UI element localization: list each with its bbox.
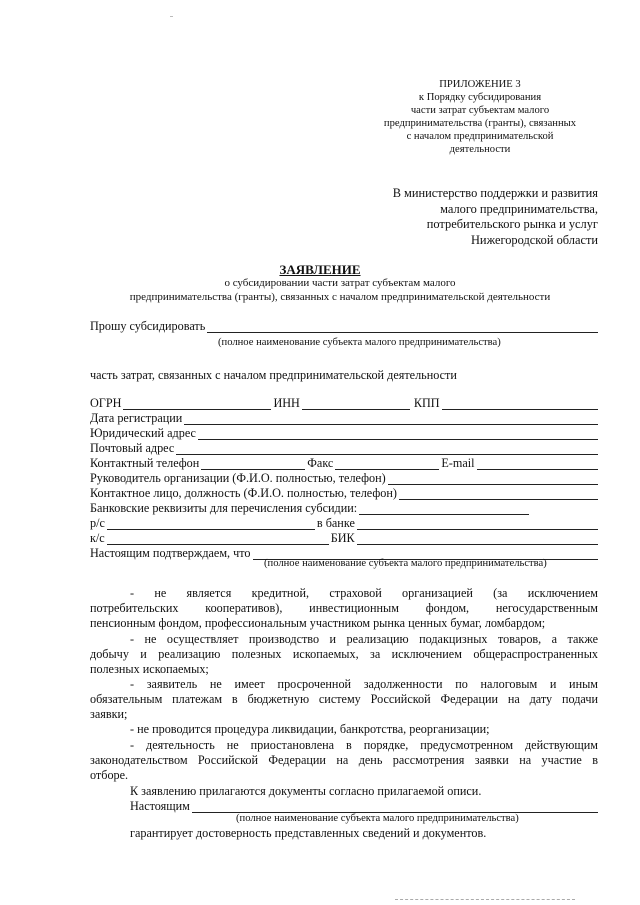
annex-line: деятельности (449, 144, 511, 155)
clause-line: заявки; (90, 707, 128, 722)
guarantee-row (130, 799, 600, 813)
email-field[interactable] (477, 458, 598, 470)
addressee-line: Нижегородской области (470, 232, 598, 247)
phone-row (90, 456, 600, 470)
clause-line: отборе. (90, 768, 129, 783)
reg-date-row (90, 411, 600, 425)
fax-field[interactable] (335, 458, 439, 470)
contact-row (90, 486, 600, 500)
legal-address-row (90, 426, 600, 440)
request-hint: (полное наименование субъекта малого предпринимательства) (218, 337, 501, 348)
clause-line: потребительских кооперативов), инвестиционным фондом, негосударственным (90, 601, 598, 616)
bank-details-field[interactable] (359, 503, 529, 515)
guarantee-name-field[interactable] (192, 801, 598, 813)
legal-address-label: Юридический адрес (90, 426, 196, 440)
head-field[interactable] (388, 473, 598, 485)
subtitle-line: предпринимательства (гранты), связанных с началом предпринимательской деятельности (129, 290, 551, 303)
scan-mark (170, 16, 173, 17)
clause-line: добычу и реализацию полезных ископаемых, за исключением общераспространенных (90, 647, 598, 662)
annex-line: ПРИЛОЖЕНИЕ 3 (439, 79, 521, 90)
ogrn-row (90, 396, 600, 410)
request-tail: часть затрат, связанных с началом предпринимательской деятельности (90, 368, 457, 382)
contact-label: Контактное лицо, должность (Ф.И.О. полностью, телефон) (90, 486, 397, 500)
clause-line: - не является кредитной, страховой организацией (за исключением (130, 586, 598, 600)
subtitle-line: о субсидировании части затрат субъектам малого (224, 277, 456, 289)
in-bank-label: в банке (316, 516, 355, 530)
clause-line: обязательным платежам в бюджетную систему Российской Федерации на дату подачи (90, 692, 598, 707)
clause-no-liquidation (90, 722, 598, 737)
clause-not-excise (90, 632, 598, 678)
bank-details-label: Банковские реквизиты для перечисления субсидии: (90, 501, 358, 515)
attachments-line: К заявлению прилагаются документы согласно прилагаемой описи. (130, 784, 482, 798)
reg-date-field[interactable] (184, 413, 598, 425)
guarantee-label: Настоящим (130, 799, 190, 813)
clause-line: пенсионным фондом, профессиональным участником рынка ценных бумаг, ломбардом; (90, 616, 546, 631)
legal-address-field[interactable] (198, 428, 598, 440)
clause-not-financial (90, 586, 598, 632)
addressee-block (393, 186, 598, 248)
email-label: E-mail (441, 456, 475, 470)
fax-label: Факс (307, 456, 334, 470)
inn-field[interactable] (302, 398, 410, 410)
addressee-line: В министерство поддержки и развития (392, 186, 598, 200)
phone-label: Контактный телефон (90, 456, 200, 470)
clause-no-debt (90, 677, 598, 723)
head-label: Руководитель организации (Ф.И.О. полностью, телефон) (90, 471, 386, 485)
annex-line: с началом предпринимательской (406, 131, 554, 142)
head-row (90, 471, 600, 485)
annex-line: части затрат субъектам малого (410, 105, 550, 116)
rs-label: р/с (90, 516, 105, 530)
bik-field[interactable] (357, 533, 598, 545)
postal-address-field[interactable] (176, 443, 598, 455)
postal-address-row (90, 441, 600, 455)
bank-name-field[interactable] (357, 518, 598, 530)
attachments-note (90, 784, 598, 799)
bik-label: БИК (330, 531, 355, 545)
kpp-field[interactable] (442, 398, 598, 410)
request-row (90, 319, 600, 333)
ogrn-field[interactable] (123, 398, 271, 410)
clause-line: - деятельность не приостановлена в порядке, предусмотренном действующим (130, 738, 598, 752)
guarantee-text: гарантирует достоверность представленных сведений и документов. (130, 826, 487, 840)
clause-line: - не проводится процедура ликвидации, банкротства, реорганизации; (130, 722, 490, 736)
addressee-line: малого предпринимательства, (440, 201, 598, 216)
clause-line: законодательством Российской Федерации на день рассмотрения заявки на участие в (90, 753, 598, 768)
applicant-name-field[interactable] (207, 321, 598, 333)
reg-date-label: Дата регистрации (90, 411, 183, 425)
bank-details-row (90, 501, 600, 515)
clause-line: - не осуществляет производство и реализацию подакцизных товаров, а также (130, 632, 598, 646)
ks-label: к/с (90, 531, 105, 545)
phone-field[interactable] (201, 458, 305, 470)
document-subtitle (20, 277, 640, 304)
rs-field[interactable] (107, 518, 315, 530)
annex-line: предпринимательства (гранты), связанных (383, 118, 577, 129)
annex-line: к Порядку субсидирования (418, 92, 542, 103)
contact-field[interactable] (399, 488, 598, 500)
request-label: Прошу субсидировать (90, 319, 206, 333)
guarantee-hint: (полное наименование субъекта малого предпринимательства) (236, 813, 519, 824)
bottom-dashed-line (395, 899, 575, 900)
addressee-line: потребительского рынка и услуг (426, 217, 598, 231)
confirm-label: Настоящим подтверждаем, что (90, 546, 251, 560)
ks-row (90, 531, 600, 545)
document-title: ЗАЯВЛЕНИЕ (279, 262, 361, 277)
postal-address-label: Почтовый адрес (90, 441, 175, 455)
annex-header (360, 78, 600, 156)
clause-not-suspended (90, 738, 598, 784)
rs-row (90, 516, 600, 530)
confirm-hint: (полное наименование субъекта малого предпринимательства) (264, 558, 547, 569)
clause-line: полезных ископаемых; (90, 662, 209, 677)
ks-field[interactable] (107, 533, 329, 545)
inn-label: ИНН (273, 396, 300, 410)
ogrn-label: ОГРН (90, 396, 122, 410)
kpp-label: КПП (413, 396, 440, 410)
clause-line: - заявитель не имеет просроченной задолженности по налоговым и иным (130, 677, 598, 691)
